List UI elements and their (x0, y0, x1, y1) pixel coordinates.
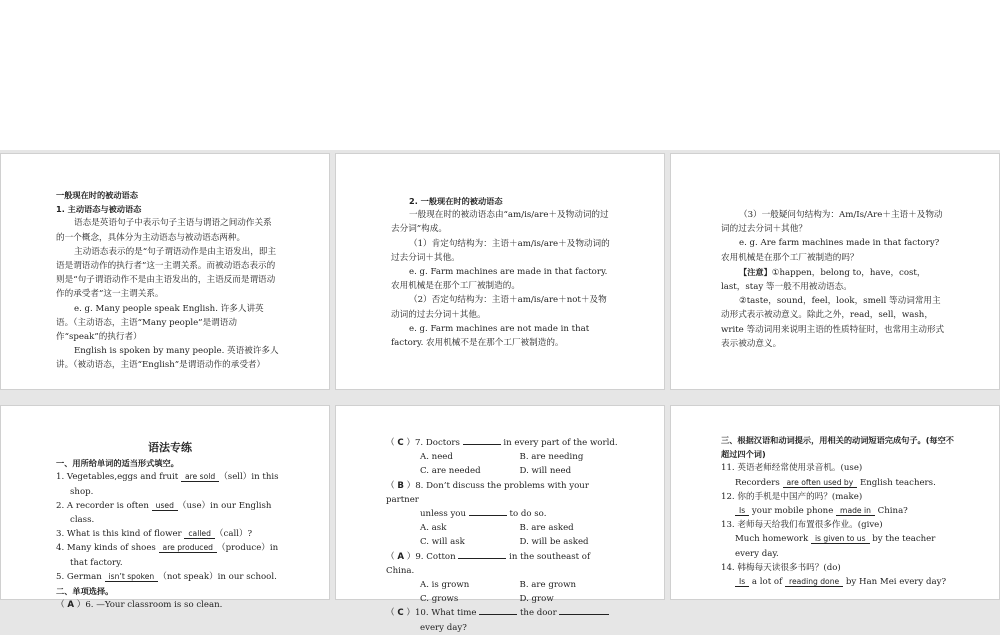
blank-line (559, 606, 609, 615)
options-row: C. are needed D. will need (420, 466, 572, 477)
example: English is spoken by many people. 英语被许多人讲。（被动语态，主语“English”是谓语动作的承受者） (56, 346, 279, 371)
note-text: ①happen，belong to，have，cost，last，stay 等一般不用被动语态。 (721, 267, 926, 293)
note: ②taste，sound，feel，look，smell 等动词常用主动形式表示被动意义。除此之外，read，sell，wash，write 等动词用来说明主语的性质特征时，也常用主动形式表示被动意义。 (721, 296, 945, 349)
choice-item-cont: every day? (420, 622, 467, 633)
section-subtitle: 1. 主动语态与被动语态 (56, 204, 142, 215)
exercise-item: 5. German isn’t spoken （not speak）in our school. (56, 571, 277, 582)
options-row: C. will ask D. will be asked (420, 537, 589, 548)
choice-answer: A (67, 600, 74, 611)
note (721, 265, 949, 294)
section-heading: 一、用所给单词的适当形式填空。 (56, 458, 179, 469)
translation-prompt: 12. 你的手机是中国产的吗？(make) (721, 491, 863, 502)
answer-blank: reading done (785, 577, 843, 587)
paragraph: 语态是英语句子中表示句子主语与谓语之间动作关系的一个概念，具体分为主动语态与被动语态两种。 (56, 218, 272, 243)
example: e. g. Farm machines are not made in that factory. 农用机械不是在那个工厂被制造的。 (391, 323, 590, 349)
rule: （3）一般疑问句结构为：Am/Is/Are＋主语＋及物动词的过去分词＋其他？ (721, 210, 943, 235)
exercise-item: 3. What is this kind of flower called （call）? (56, 529, 253, 540)
exercise-item: 1. Vegetables,eggs and fruit are sold （sell）in this shop. (56, 472, 279, 497)
slide-panel-2 (335, 153, 665, 390)
choice-answer: C (397, 608, 404, 619)
exercise-item: 2. A recorder is often used （use）in our English class. (56, 500, 272, 526)
rule: （2）否定句结构为：主语＋am/is/are＋not＋及物动词的过去分词＋其他。 (391, 295, 607, 320)
answer-blank: made in (836, 506, 875, 516)
paragraph: 一般现在时的被动语态由“am/is/are＋及物动词的过去分词”构成。 (391, 210, 609, 235)
paragraph: 主动语态表示的是“句子谓语动作是由主语发出，即主语是谓语动作的执行者”这一主谓关系。而被动语态表示的则是“句子谓语动作不是由主语发出的，主语反而是谓语动作的承受者”这一主谓关系。 (56, 246, 277, 300)
options-row: A. need B. are needing (420, 452, 584, 463)
choice-answer: B (397, 480, 404, 491)
translation-prompt: 11. 英语老师经常使用录音机。(use) (721, 463, 863, 474)
blank-line (469, 507, 507, 516)
choice-item: （ B ）8. Don’t discuss the problems with your partner (386, 480, 589, 505)
answer-blank: are often used by (783, 478, 858, 488)
answer-blank: Is (735, 577, 749, 587)
slide-panel-6 (670, 405, 1000, 600)
example: e. g. Farm machines are made in that factory. 农用机械是在那个工厂被制造的。 (391, 267, 608, 292)
translation-prompt: 14. 韩梅每天读很多书吗？(do) (721, 562, 841, 573)
exercise-title: 语法专练 (148, 441, 192, 454)
note-label: 【注意】 (739, 266, 772, 277)
translation-answer: Is your mobile phone made in China? (721, 504, 959, 518)
rule: （1）肯定句结构为：主语＋am/is/are＋及物动词的过去分词＋其他。 (391, 238, 610, 263)
slide-panel-3 (670, 153, 1000, 390)
answer-blank: isn’t spoken (105, 572, 159, 582)
slide-panel-1 (0, 153, 330, 390)
translation-answer: Is a lot of reading done by Han Mei every day? (721, 575, 959, 589)
answer-blank: are produced (159, 543, 217, 553)
blank-line (479, 606, 517, 615)
options-row: C. grows D. grow (420, 594, 554, 605)
options-row: A. ask B. are asked (420, 523, 574, 534)
section-heading: 三、根据汉语和动词提示，用相关的动词短语完成句子。(每空不超过四个词) (721, 435, 954, 460)
example: e. g. Are farm machines made in that factory? 农用机械是在那个工厂被制造的吗？ (721, 238, 940, 263)
slide-panel-4 (0, 405, 330, 611)
choice-item: （ A ）9. Cotton in the southeast of China. (386, 551, 591, 576)
choice-answer: C (397, 438, 404, 448)
answer-blank: is given to us (811, 534, 870, 544)
section-title: 一般现在时的被动语态 (56, 190, 138, 200)
choice-item: （ C ）7. Doctors in every part of the world. (386, 438, 618, 448)
answer-blank: are sold (181, 472, 219, 482)
exercise-item: 4. Many kinds of shoes are produced （produce）in that factory. (56, 543, 279, 568)
translation-answer: Much homework is given to us by the teacher every day. (735, 534, 936, 559)
answer-blank: used (152, 501, 178, 511)
choice-answer: A (397, 551, 404, 562)
answer-blank: called (184, 529, 215, 539)
top-blank-area (0, 0, 1000, 150)
section-heading: 二、单项选择。 (56, 586, 114, 597)
choice-item: （ C ）10. What time the door (386, 606, 619, 620)
options-row: A. is grown B. are grown (420, 580, 577, 591)
choice-item-cont: unless you to do so. (420, 509, 547, 520)
answer-blank: Is (735, 506, 749, 516)
blank-line (458, 550, 506, 559)
blank-line (463, 436, 501, 445)
slide-panel-5 (335, 405, 665, 633)
section-title: 2. 一般现在时的被动语态 (409, 196, 503, 206)
choice-item: （ A ）6. —Your classroom is so clean. (56, 600, 223, 611)
translation-prompt: 13. 老师每天给我们布置很多作业。(give) (721, 520, 883, 531)
translation-answer: Recorders are often used by English teachers. (735, 477, 936, 488)
example: e. g. Many people speak English. 许多人讲英语。（主动语态，主语“Many people”是谓语动作“speak”的执行者） (56, 303, 264, 343)
